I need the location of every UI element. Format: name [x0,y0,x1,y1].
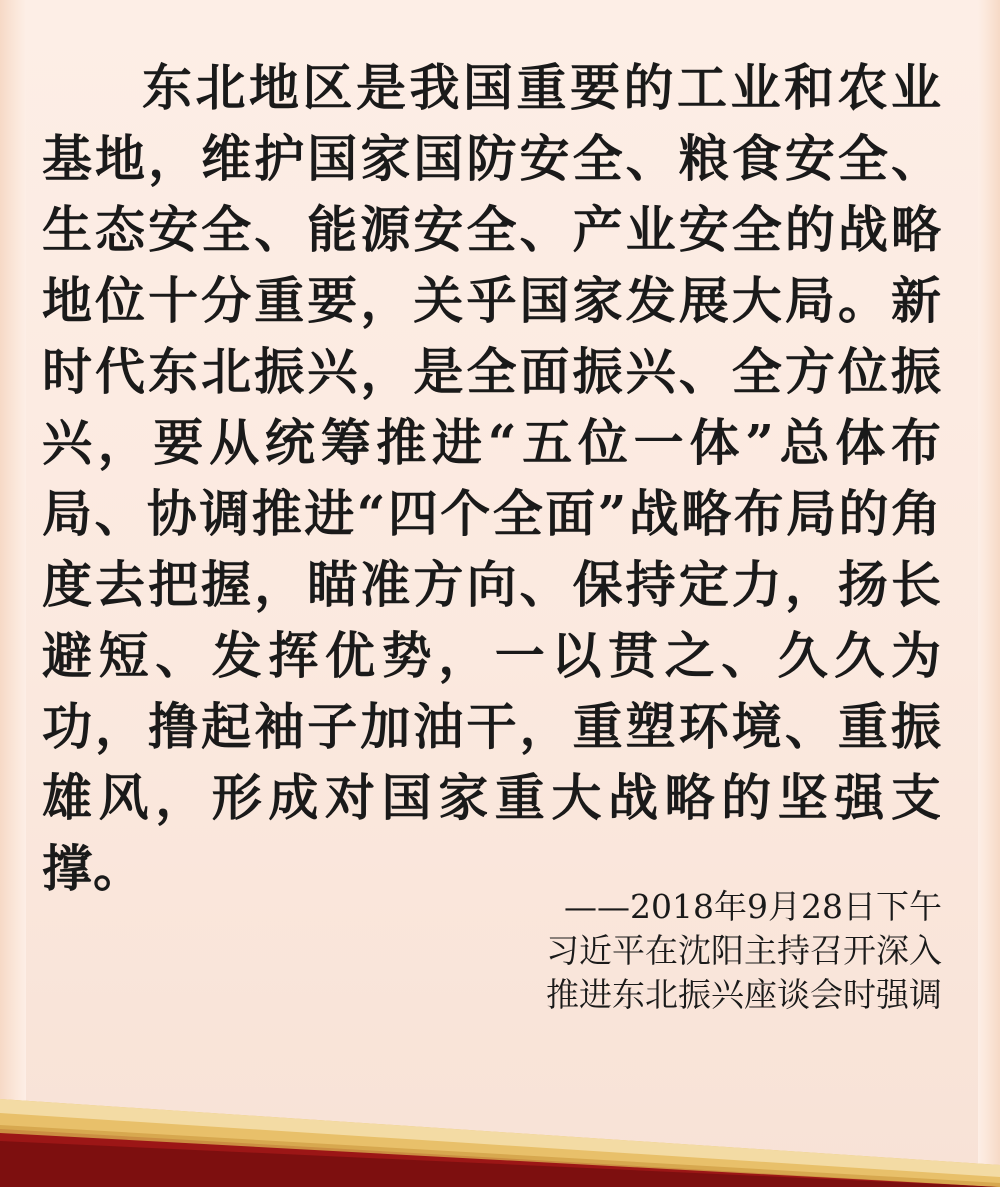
attribution-block [482,885,942,1017]
quote-block [42,52,942,904]
attribution-line-occasion: 推进东北振兴座谈会时强调 [546,975,942,1014]
left-decorative-band [0,0,26,1187]
right-decorative-band [978,0,1000,1187]
quote-text: 东北地区是我国重要的工业和农业基地，维护国家国防安全、粮食安全、生态安全、能源安全、产业安全的战略地位十分重要，关乎国家发展大局。新时代东北振兴，是全面振兴、全方位振兴，要从统筹推进“五位一体”总体布局、协调推进“四个全面”战略布局的角度去把握，瞄准方向、保持定力，扬长避短、发挥优势，一以贯之、久久为功，撸起袖子加油干，重塑环境、重振雄风，形成对国家重大战略的坚强支撑。 [42,58,942,898]
bottom-ribbon-decoration [0,1037,1000,1187]
attribution-line-date: ——2018年9月28日下午 [564,887,942,926]
attribution-line-speaker: 习近平在沈阳主持召开深入 [546,931,942,970]
